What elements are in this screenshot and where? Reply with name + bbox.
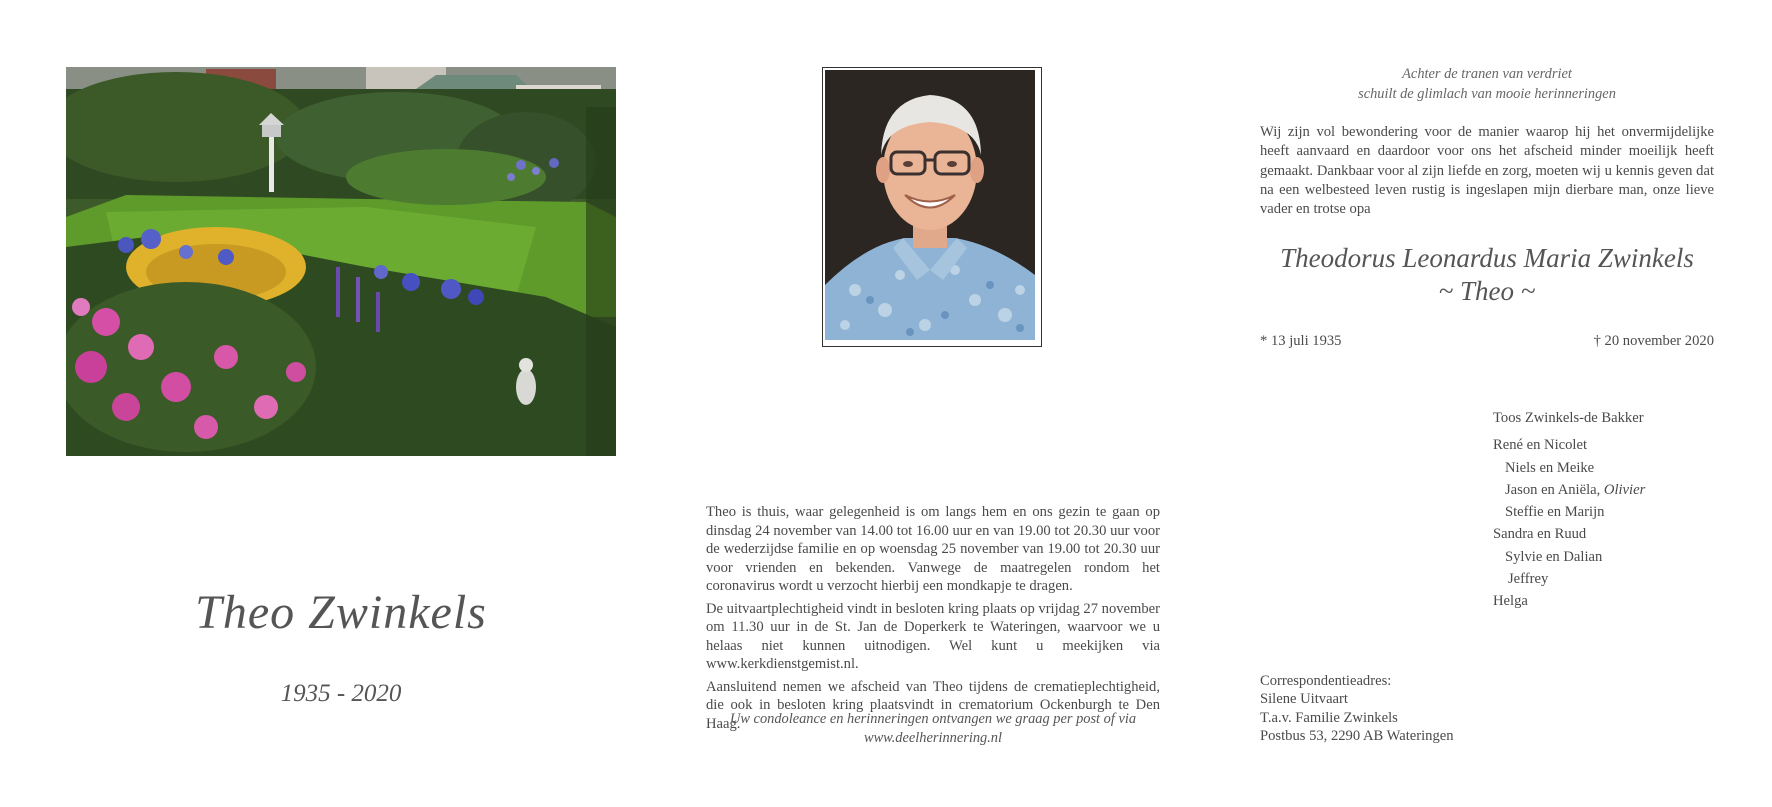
family-grandchild: Steffie en Marijn xyxy=(1505,504,1605,521)
birth-date: * 13 juli 1935 xyxy=(1260,333,1342,349)
visitation-paragraph: Theo is thuis, waar gelegenheid is om langs hem en ons gezin te gaan op dinsdag 24 november van 14.00 tot 16.00 uur en van 19.00 tot 20.30 uur voor de wederzijdse familie en op woensdag 25 november van 19.00 tot 20.30 uur voor vrienden en bekenden. Vanwege de maatregelen rondom het coronavirus wordt u verzocht hierbij een mondkapje te dragen. xyxy=(706,504,1160,594)
quote-line-2: schuilt de glimlach van mooie herinneringen xyxy=(1358,86,1616,102)
address-label: Correspondentieadres: xyxy=(1260,673,1392,689)
announcement-intro: Wij zijn vol bewondering voor de manier waarop hij het onvermijdelijke heeft aanvaard en daardoor voor ons het afscheid minder moeilijk heeft gemaakt. Dankbaar voor al zijn liefde en zorg, moeten wij u kennis geven dat na een welbesteed leven rustig is ingeslapen mijn dierbare man, onze lieve vader en trotse opa xyxy=(1260,124,1714,218)
condolence-line: Uw condoleance en herinneringen ontvangen we graag per post of via xyxy=(729,711,1137,727)
address-line: Silene Uitvaart xyxy=(1260,691,1348,708)
front-years: 1935 - 2020 xyxy=(280,680,402,707)
cremation-paragraph: Aansluitend nemen we afscheid van Theo tijdens de crematieplechtigheid, die ook in besloten kring plaatsvindt in crematorium Ockenburgh te Den Haag. xyxy=(706,678,1160,732)
family-grandchild xyxy=(1493,479,1733,501)
family-great-grandchild: Olivier xyxy=(1603,481,1646,498)
garden-photo xyxy=(66,67,616,456)
address-line: T.a.v. Familie Zwinkels xyxy=(1260,709,1398,726)
family-list xyxy=(1493,407,1733,613)
death-date: † 20 november 2020 xyxy=(1593,333,1714,349)
quote-line-1: Achter de tranen van verdriet xyxy=(1402,66,1572,82)
address-line: Postbus 53, 2290 AB Wateringen xyxy=(1260,727,1454,744)
family-member: Sandra en Ruud xyxy=(1493,526,1587,543)
deceased-full-name: Theodorus Leonardus Maria Zwinkels xyxy=(1280,243,1694,273)
memorial-quote xyxy=(1260,64,1714,104)
deceased-nickname: ~ Theo ~ xyxy=(1438,276,1536,306)
family-grandchild: Jeffrey xyxy=(1508,571,1549,588)
correspondence-address xyxy=(1260,672,1560,745)
condolence-url: www.deelherinnering.nl xyxy=(863,729,1003,746)
family-grandchild: Sylvie en Dalian xyxy=(1505,548,1603,565)
funeral-paragraph: De uitvaartplechtigheid vindt in besloten kring plaats op vrijdag 27 november om 11.30 uur in de St. Jan de Doperkerk te Wateringen, waarvoor we u helaas niet kunnen uitnodigen. Wel kunt u meekijken via www.kerkdienstgemist.nl. xyxy=(706,600,1160,672)
front-name-title: Theo Zwinkels xyxy=(195,586,487,639)
visitation-text xyxy=(706,503,1160,737)
family-spouse: Toos Zwinkels-de Bakker xyxy=(1493,410,1644,426)
family-grandchild: Niels en Meike xyxy=(1505,459,1595,476)
portrait-photo xyxy=(822,67,1042,347)
family-member: René en Nicolet xyxy=(1493,437,1588,454)
family-grandchild-couple: Jason en Aniëla, xyxy=(1505,481,1601,498)
condolence-note xyxy=(706,710,1160,747)
family-member: Helga xyxy=(1493,593,1528,610)
